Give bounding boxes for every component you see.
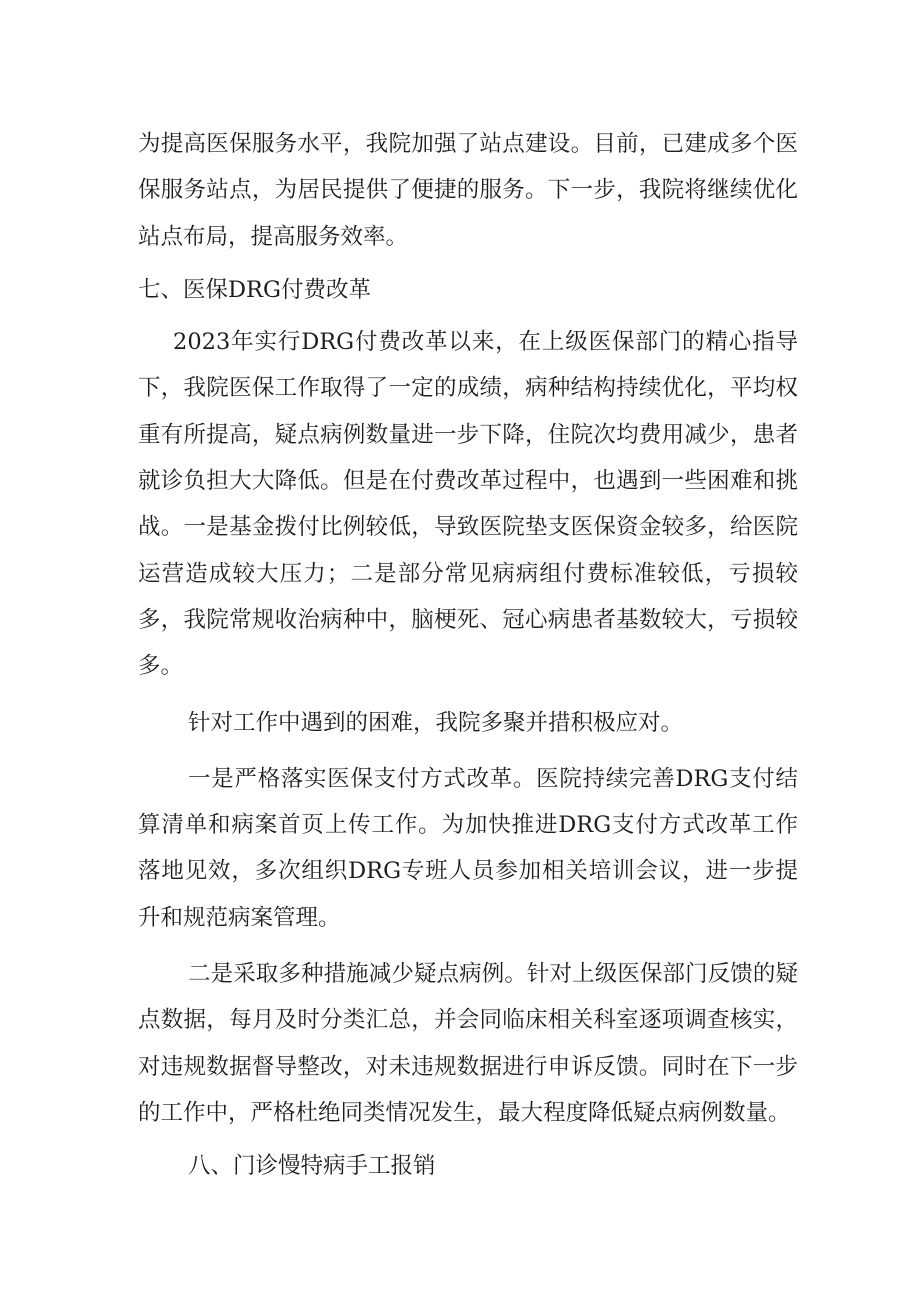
section-heading-outpatient-reimbursement: 八、门诊慢特病手工报销: [188, 1153, 436, 1180]
paragraph-measure-two: 二是采取多种措施减少疑点病例。针对上级医保部门反馈的疑点数据，每月及时分类汇总，并会同临床相关科室逐项调查核实，对违规数据督导整改，对未违规数据进行申诉反馈。同时在下一步的工作中，严格杜绝同类情况发生，最大程度降低疑点病例数量。: [138, 961, 798, 1126]
paragraph-response-intro: 针对工作中遇到的困难，我院多聚并措积极应对。: [188, 709, 684, 736]
paragraph-service-stations: 为提高医保服务水平，我院加强了站点建设。目前，已建成多个医保服务站点，为居民提供了便捷的服务。下一步，我院将继续优化站点布局，提高服务效率。: [138, 131, 798, 250]
document-body: [138, 121, 798, 1190]
paragraph-measure-one: 一是严格落实医保支付方式改革。医院持续完善DRG支付结算清单和病案首页上传工作。为加快推进DRG支付方式改革工作落地见效，多次组织DRG专班人员参加相关培训会议，进一步提升和规范病案管理。: [138, 765, 798, 931]
section-heading-drg-reform: 七、医保DRG付费改革: [138, 276, 371, 303]
paragraph-drg-reform-overview: 2023年实行DRG付费改革以来，在上级医保部门的精心指导下，我院医保工作取得了一定的成绩，病种结构持续优化，平均权重有所提高，疑点病例数量进一步下降，住院次均费用减少，患者就诊负担大大降低。但是在付费改革过程中，也遇到一些困难和挑战。一是基金拨付比例较低，导致医院垫支医保资金较多，给医院运营造成较大压力；二是部分常见病病组付费标准较低，亏损较多，我院常规收治病种中，脑梗死、冠心病患者基数较大，亏损较多。: [138, 329, 798, 680]
